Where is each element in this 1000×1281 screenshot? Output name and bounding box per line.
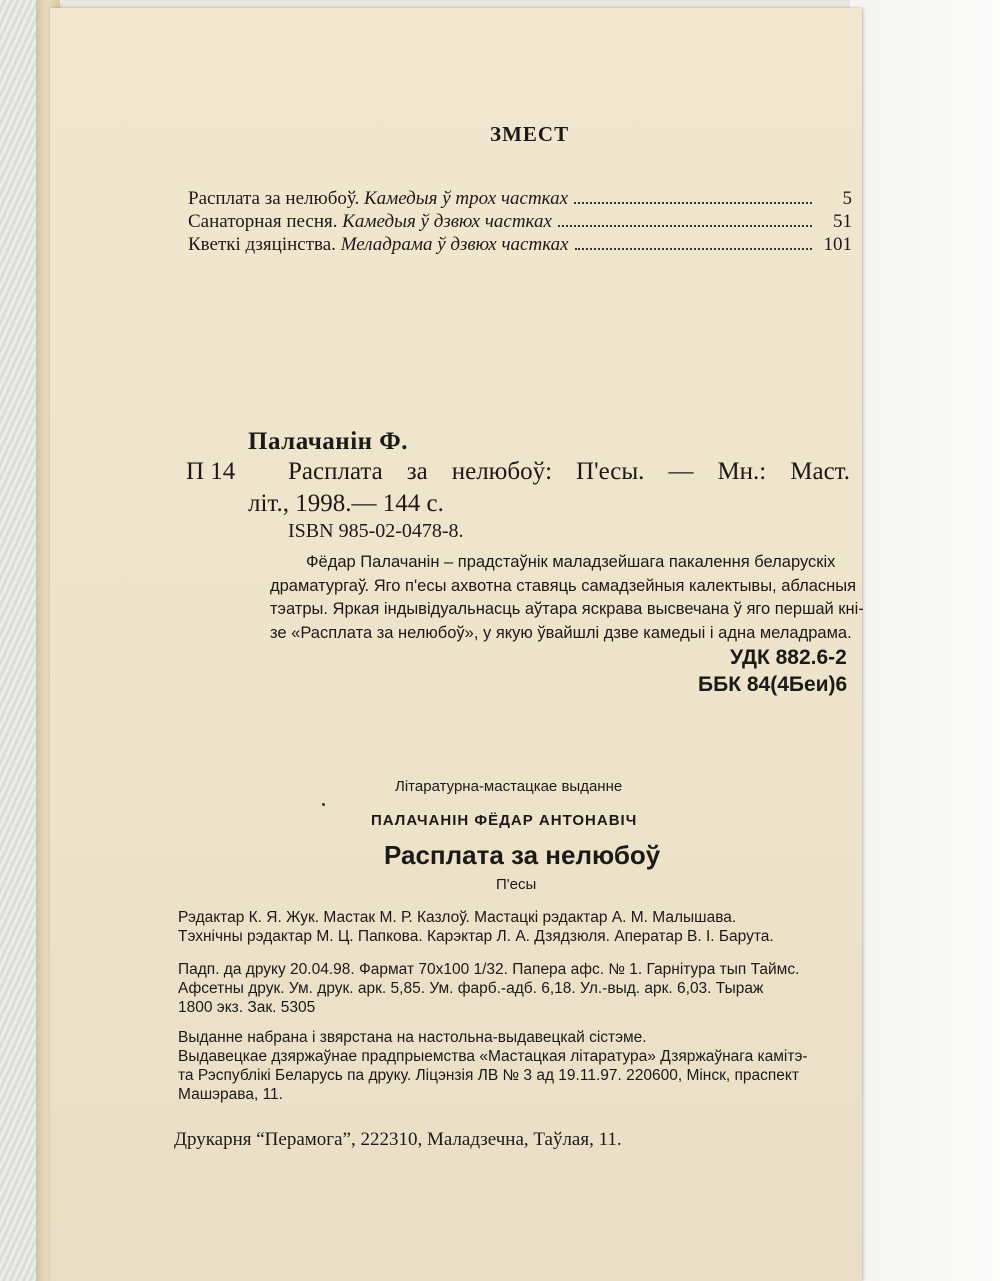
bib-word: Расплата	[288, 458, 383, 485]
publisher-line: Машэрава, 11.	[178, 1086, 283, 1103]
tech-line: Падп. да друку 20.04.98. Фармат 70х100 1/32. Папера афс. № 1. Гарнітура тып Таймс.	[178, 961, 800, 978]
tech-line: Афсетны друк. Ум. друк. арк. 5,85. Ум. фарб.-адб. 6,18. Ул.-выд. арк. 6,03. Тыраж	[178, 980, 764, 997]
catalog-isbn: ISBN 985-02-0478-8.	[288, 520, 464, 542]
staff-line: Рэдактар К. Я. Жук. Мастак М. Р. Казлоў. Мастацкі рэдактар А. М. Малышава.	[178, 909, 737, 926]
toc-entry	[188, 211, 852, 233]
imprint-author-full-name: ПАЛАЧАНІН ФЁДАР АНТОНАВІЧ	[371, 812, 638, 829]
imprint-subgenre: П'есы	[496, 876, 537, 893]
catalog-author: Палачанін Ф.	[248, 428, 409, 455]
toc-entry	[188, 188, 852, 210]
imprint-staff	[178, 908, 854, 946]
print-speck	[322, 803, 325, 806]
toc-entry-page: 51	[833, 211, 852, 232]
annotation-line: драматургаў. Яго п'есы ахвотна ставяць самадзейныя калектывы, абласныя	[270, 576, 857, 595]
imprint-genre: Літаратурна-мастацкае выданне	[395, 778, 623, 795]
bib-word: —	[668, 458, 694, 485]
catalog-code: П 14	[186, 458, 236, 485]
imprint-publisher	[178, 1028, 854, 1104]
catalog-bib-line-1	[288, 458, 850, 486]
bib-word: Мн.:	[717, 458, 767, 485]
publisher-line: Выдавецкае дзяржаўнае прадпрыемства «Мастацкая літаратура» Дзяржаўнага камітэ-	[178, 1048, 808, 1065]
bib-word: нелюбоў:	[451, 458, 553, 485]
toc-entry-page: 101	[823, 234, 852, 255]
toc-entry-genre: Камедыя ў дзвюх частках	[342, 211, 552, 232]
toc-entry-title: Расплата за нелюбоў.	[188, 188, 360, 209]
staff-line: Тэхнічны рэдактар М. Ц. Папкова. Карэктар Л. А. Дзядзюля. Аператар В. І. Барута.	[178, 928, 774, 945]
imprint-book-title: Расплата за нелюбоў	[384, 840, 661, 870]
toc-entry	[188, 234, 852, 256]
toc-entry-genre: Меладрама ў дзвюх частках	[340, 234, 569, 255]
toc-entry-title: Санаторная песня.	[188, 211, 338, 232]
toc-leader	[574, 202, 812, 204]
annotation-line: зе «Расплата за нелюбоў», у якую ўвайшлі дзве камедыі і адна меладрама.	[270, 623, 852, 642]
imprint-technical	[178, 960, 854, 1017]
toc-entry-title: Кветкі дзяцінства.	[188, 234, 336, 255]
bib-word: П'есы.	[576, 458, 645, 485]
contents-title: ЗМЕСТ	[490, 122, 570, 146]
bib-word: за	[406, 458, 428, 485]
catalog-annotation	[270, 551, 864, 645]
bib-word: Маст.	[790, 458, 850, 485]
udk-code: УДК 882.6-2	[730, 646, 847, 669]
book-page	[50, 8, 862, 1281]
tech-line: 1800 экз. Зак. 5305	[178, 999, 316, 1016]
bbk-code: ББК 84(4Беи)6	[698, 673, 848, 696]
imprint-printer: Друкарня “Перамога”, 222310, Маладзечна, Таўлая, 11.	[174, 1129, 622, 1150]
toc-entry-genre: Камедыя ў трох частках	[363, 188, 569, 209]
publisher-line: Выданне набрана і звярстана на настольна-выдавецкай сістэме.	[178, 1029, 647, 1046]
annotation-line: тэатры. Яркая індывідуальнасць аўтара яскрава высвечана ў яго першай кні-	[270, 600, 864, 618]
toc-entry-page: 5	[842, 188, 852, 209]
publisher-line: та Рэспублікі Беларусь па друку. Ліцэнзія ЛВ № 3 ад 19.11.97. 220600, Мінск, праспект	[178, 1067, 799, 1084]
background-right-page	[850, 0, 1000, 1281]
toc-leader	[558, 225, 812, 227]
toc-leader	[575, 248, 812, 250]
catalog-bib-line-2: літ., 1998.— 144 с.	[248, 490, 444, 517]
annotation-line: Фёдар Палачанін – прадстаўнік маладзейшага пакалення беларускіх	[306, 553, 836, 571]
